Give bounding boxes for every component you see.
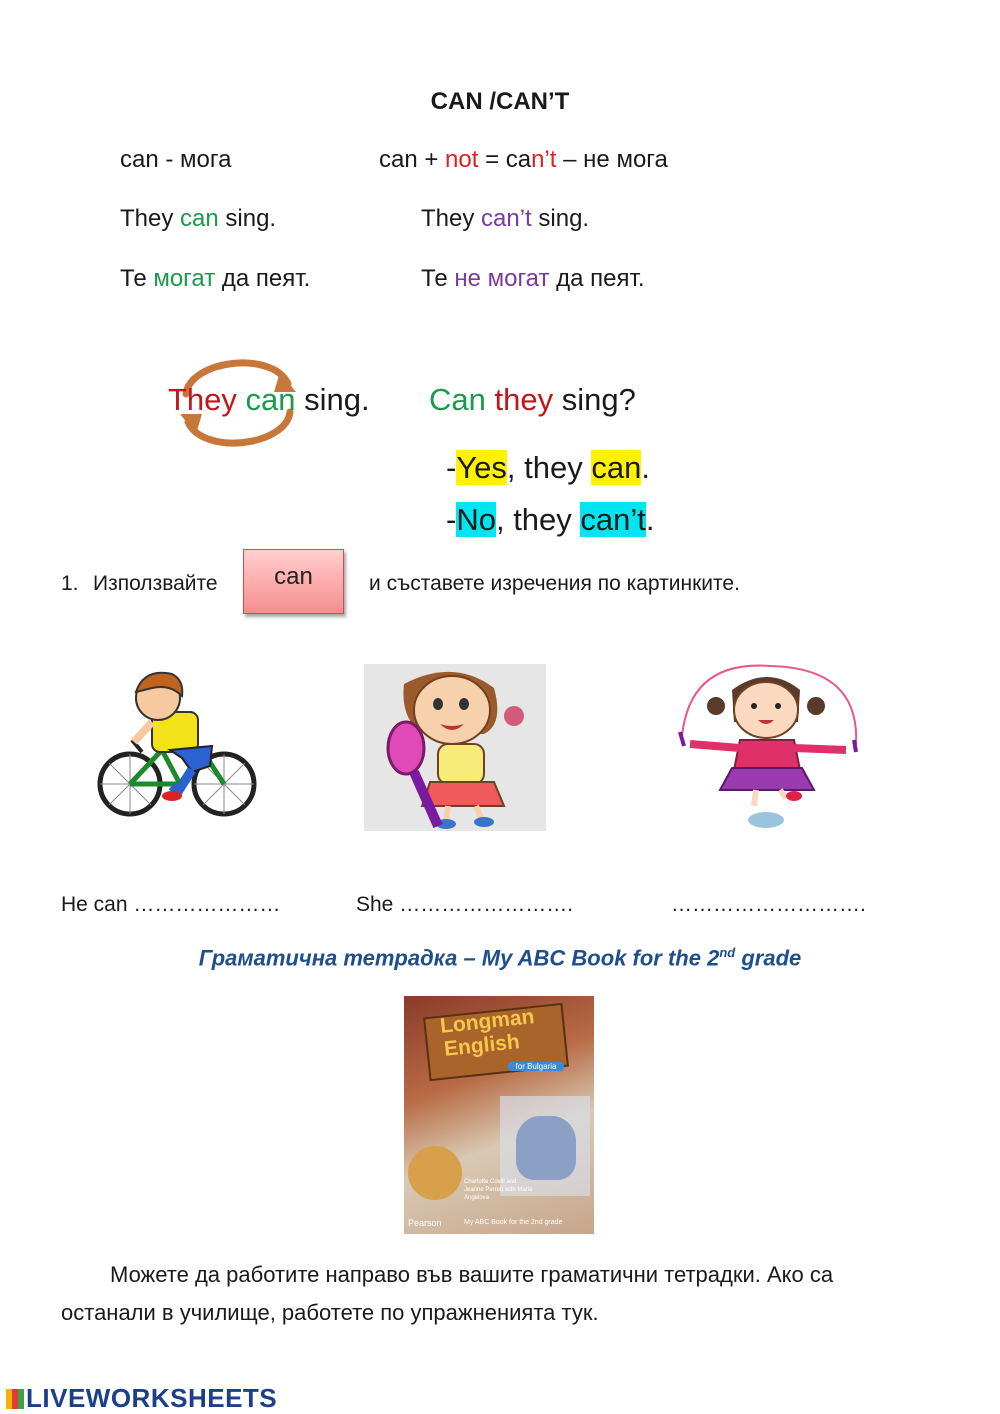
text-part: They <box>120 205 181 232</box>
answer-blank-2[interactable]: She ……………………. <box>356 893 574 916</box>
cant-formula <box>379 146 668 174</box>
boy-riding-bike-icon <box>92 662 264 832</box>
page-title: CAN /CAN’T <box>430 88 570 115</box>
statement-sentence <box>168 382 370 418</box>
elephant-icon <box>516 1116 576 1180</box>
dash: - <box>446 502 457 537</box>
text-part: sing. <box>218 205 277 232</box>
exercise-number: 1. <box>61 572 79 595</box>
logo-text: LIVEWORKSHEETS <box>26 1383 278 1413</box>
word-can: can <box>591 450 642 485</box>
text-part: Те <box>120 265 154 292</box>
cover-badge: for Bulgaria <box>508 1062 564 1071</box>
keyword-can: can <box>180 205 219 232</box>
cover-publisher: Pearson <box>408 1218 442 1228</box>
text-part: . <box>641 450 650 485</box>
formula-part: = ca <box>478 146 532 173</box>
subtitle-sup: nd <box>719 945 736 960</box>
text-part: Те <box>421 265 455 292</box>
lion-icon <box>408 1146 462 1200</box>
text-part: sing. <box>531 205 590 232</box>
text-part: да пеят. <box>215 265 311 292</box>
word-they: They <box>168 382 237 417</box>
text-part: да пеят. <box>549 265 645 292</box>
paragraph-line-2: останали в училище, работете по упражненията тук. <box>61 1300 599 1325</box>
keyword-cant: can’t <box>481 205 532 232</box>
cover-title-line2: English <box>442 1030 521 1061</box>
formula-part: – не мога <box>556 146 668 173</box>
word-yes: Yes <box>456 450 507 485</box>
word-they: they <box>494 382 554 417</box>
liveworksheets-logo[interactable] <box>6 1383 277 1414</box>
answer-yes <box>446 450 650 486</box>
text-part: , they <box>506 450 592 485</box>
cover-title-line1: Longman <box>439 1005 536 1038</box>
example-positive <box>120 205 276 233</box>
word-can: Can <box>429 382 486 417</box>
answer-no <box>446 502 655 538</box>
example-negative <box>421 205 589 233</box>
question-sentence <box>429 382 636 418</box>
text-part: They <box>421 205 482 232</box>
answer-blank-3[interactable]: ………………………. <box>671 893 866 916</box>
cover-bottom-title: My ABC Book for the 2nd grade <box>464 1219 563 1226</box>
cover-authors: Charlotte Covill and Jeanne Perrett with Maria Angelova <box>464 1179 533 1201</box>
keyword-ne-mogat: не могат <box>454 265 550 292</box>
can-meaning: can - мога <box>120 146 232 173</box>
girl-skipping-rope-icon <box>670 660 870 832</box>
formula-part: can + <box>379 146 446 173</box>
girl-singing-microphone-icon <box>364 664 546 831</box>
paragraph-line-1: Можете да работите направо във вашите граматични тетрадки. Ако са <box>110 1262 834 1287</box>
formula-not: not <box>445 146 479 173</box>
dash: - <box>446 450 457 485</box>
translation-negative <box>421 265 645 293</box>
word-sing: sing? <box>553 382 636 417</box>
translation-positive <box>120 265 310 293</box>
formula-nt: n’t <box>531 146 557 173</box>
word-cant: can’t <box>580 502 646 537</box>
answer-blank-1[interactable]: He can ………………… <box>61 893 281 916</box>
exercise-instruction-end: и съставете изречения по картинките. <box>369 572 740 595</box>
subtitle-end: grade <box>735 945 802 971</box>
word-no: No <box>456 502 496 537</box>
exercise-instruction-start: Използвайте <box>93 572 218 595</box>
logo-blocks-icon <box>6 1389 24 1409</box>
text-part: . <box>645 502 655 537</box>
workbook-subtitle <box>0 945 1000 971</box>
book-cover-image <box>404 996 594 1234</box>
text-part: , they <box>495 502 581 537</box>
word-can: can <box>245 382 296 417</box>
subtitle-text: Граматична тетрадка – My ABC Book for the 2 <box>198 945 720 971</box>
can-word-button[interactable]: can <box>243 549 344 614</box>
keyword-mogat: могат <box>153 265 216 292</box>
word-sing: sing. <box>295 382 370 417</box>
